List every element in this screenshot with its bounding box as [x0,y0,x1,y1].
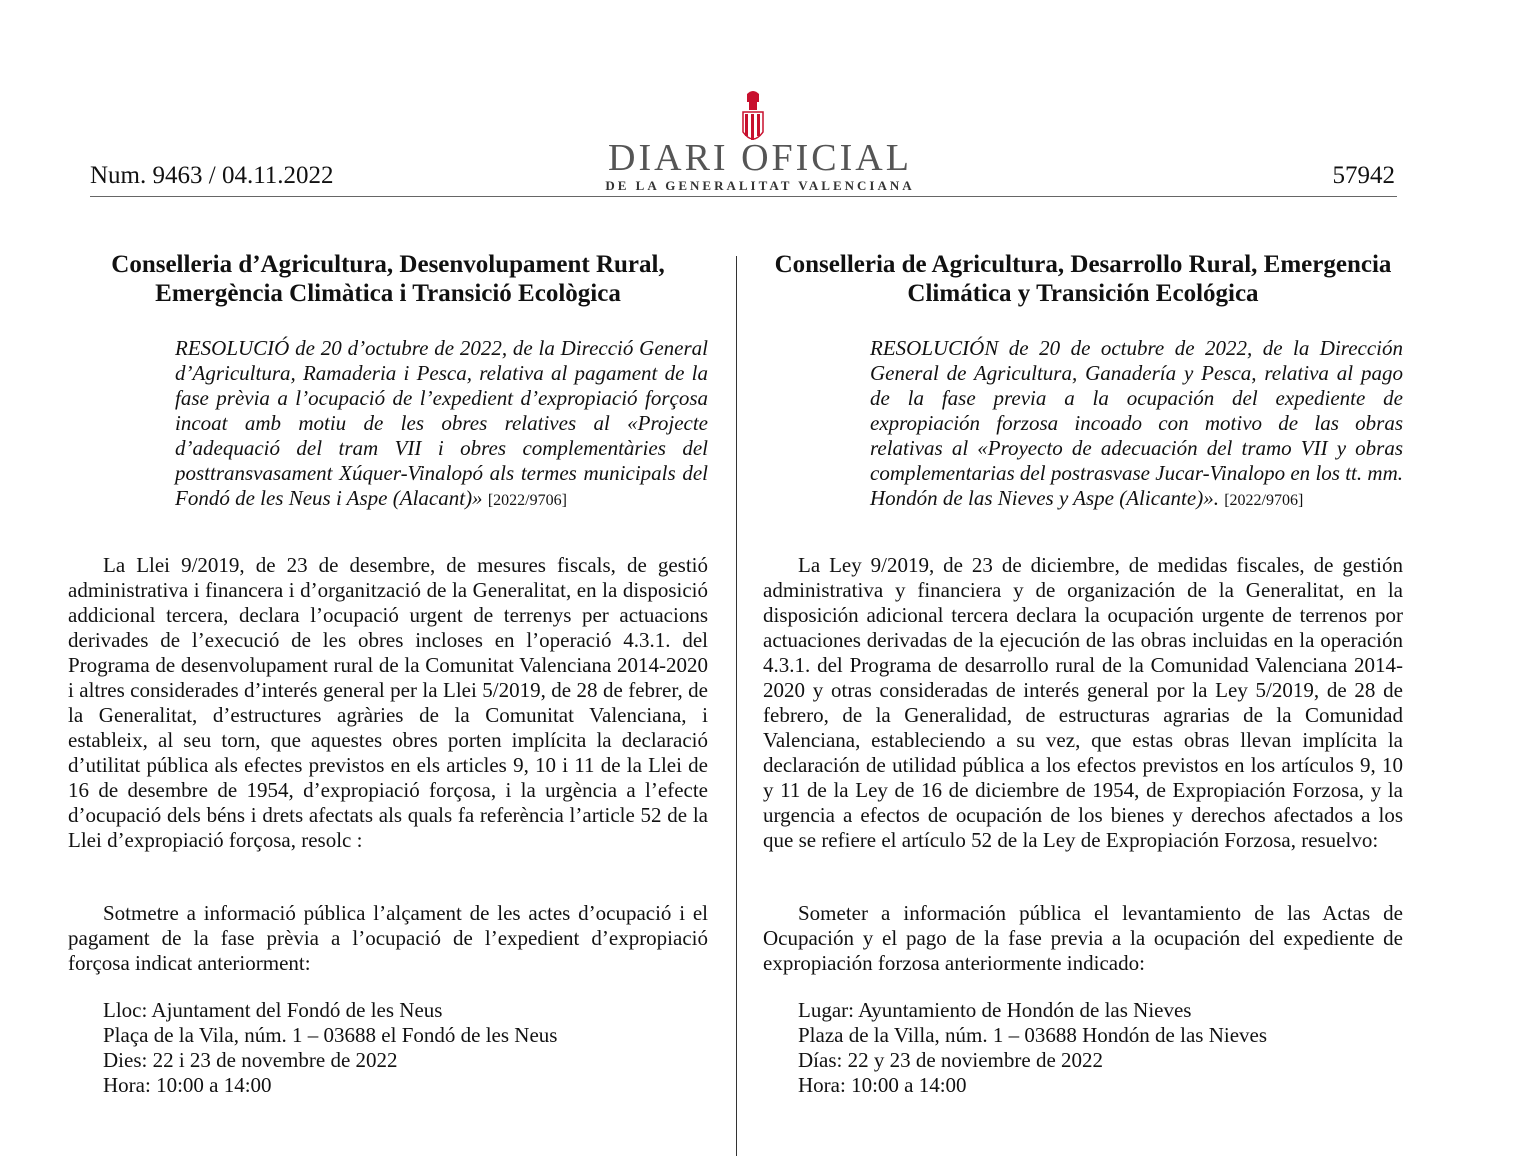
address-ca: Plaça de la Vila, núm. 1 – 03688 el Fondó de les Neus [103,1023,558,1047]
event-details-es [798,998,1403,1098]
catalan-column [68,250,708,1098]
body-paragraph-2-ca: Sotmetre a informació pública l’alçament de les actes d’ocupació i el pagament de la fase prèvia a l’ocupació de l’expedient d’expropiació forçosa indicat anteriorment: [68,901,708,975]
place-es: Lugar: Ayuntamiento de Hondón de las Nieves [798,998,1192,1022]
address-es: Plaza de la Villa, núm. 1 – 03688 Hondón de las Nieves [798,1023,1268,1047]
resolution-text-ca: RESOLUCIÓ de 20 d’octubre de 2022, de la Direcció General d’Agricultura, Ramaderia i Pesca, relativa al pagament de la fase prèvia a l’ocupació de l’expedient d’expropiació forçosa incoat amb motiu de les obres relatives al «Projecte d’adequació del tram VII i obres complementàries del posttransvasament Xúquer-Vinalopó als termes municipals del Fondó de les Neus i Aspe (Alacant)» [175,336,708,510]
body-paragraph-1-ca: La Llei 9/2019, de 23 de desembre, de mesures fiscals, de gestió administrativa i financera i d’organització de la Generalitat, en la disposició addicional tercera, declara l’ocupació urgent de terrenys per actuacions derivades de l’execució de les obres incloses en l’operació 4.3.1. del Programa de desenvolupament rural de la Comunitat Valenciana 2014-2020 i altres considerades d’interés general per la Llei 5/2019, de 28 de febrer, de la Generalitat, d’estructures agràries de la Comunitat Valenciana, i estableix, al seu torn, que aquestes obres porten implícita la declaració d’utilitat pública als efectes previstos en els articles 9, 10 i 11 de la Llei de 16 de desembre de 1954, d’expropiació forçosa, i la urgència a l’efecte d’ocupació dels béns i drets afectats als quals fa referència l’article 52 de la Llei d’expropiació forçosa, resolc : [68,553,708,852]
column-divider [736,256,737,1156]
department-title-es: Conselleria de Agricultura, Desarrollo Rural, Emergencia Climática y Transición Ecológica [774,251,1392,307]
resolution-summary-es [870,336,1403,513]
resolution-summary-ca [175,336,708,513]
place-ca: Lloc: Ajuntament del Fondó de les Neus [103,998,443,1022]
hours-es: Hora: 10:00 a 14:00 [798,1073,967,1097]
masthead-subtitle: DE LA GENERALITAT VALENCIANA [605,178,915,193]
body-paragraph-2-es: Someter a información pública el levantamiento de las Actas de Ocupación y el pago de la fase previa a la ocupación del expediente de expropiación forzosa anteriormente indicado: [763,901,1403,975]
hours-ca: Hora: 10:00 a 14:00 [103,1073,272,1097]
body-paragraph-1-es: La Ley 9/2019, de 23 de diciembre, de medidas fiscales, de gestión administrativa y financiera y de organización de la Generalitat, en la disposición adicional tercera declara la ocupación urgente de terrenos por actuaciones derivadas de la ejecución de las obras incluidas en la operación 4.3.1. del Programa de desarrollo rural de la Comunidad Valenciana 2014-2020 y otras consideradas de interés general por la Ley 5/2019, de 28 de febrero, de la Generalidad, de estructuras agrarias de la Comunidad Valenciana, estableciendo a su vez, que estas obras llevan implícita la declaración de utilidad pública a los efectos previstos en los artículos 9, 10 y 11 de la Ley de 16 de diciembre de 1954, de Expropiación Forzosa, y la urgencia a efectos de ocupación de los bienes y derechos afectados a los que se refiere el artículo 52 de la Ley de Expropiación Forzosa, resuelvo: [763,553,1403,852]
page-number: 57942 [1332,162,1395,189]
days-ca: Dies: 22 i 23 de novembre de 2022 [103,1048,398,1072]
issue-number-date: Num. 9463 / 04.11.2022 [90,162,334,189]
event-details-ca [103,998,708,1098]
reference-code-es: [2022/9706] [1224,492,1304,509]
header-rule [90,196,1397,197]
department-title-ca: Conselleria d’Agricultura, Desenvolupament Rural, Emergència Climàtica i Transició Ecològica [111,251,665,307]
resolution-text-es: RESOLUCIÓN de 20 de octubre de 2022, de la Dirección General de Agricultura, Ganadería y Pesca, relativa al pago de la fase previa a la ocupación del expediente de expropiación forzosa incoado con motivo de las obras relativas al «Proyecto de adecuación del tramo VII y obras complementarias del postrasvase Jucar-Vinalopo en los tt. mm. Hondón de las Nieves y Aspe (Alicante)». [870,336,1403,510]
spanish-column [763,250,1403,1098]
days-es: Días: 22 y 23 de noviembre de 2022 [798,1048,1104,1072]
page-header [0,0,1526,200]
masthead-title: DIARI OFICIAL [608,137,912,179]
reference-code-ca: [2022/9706] [487,492,567,509]
